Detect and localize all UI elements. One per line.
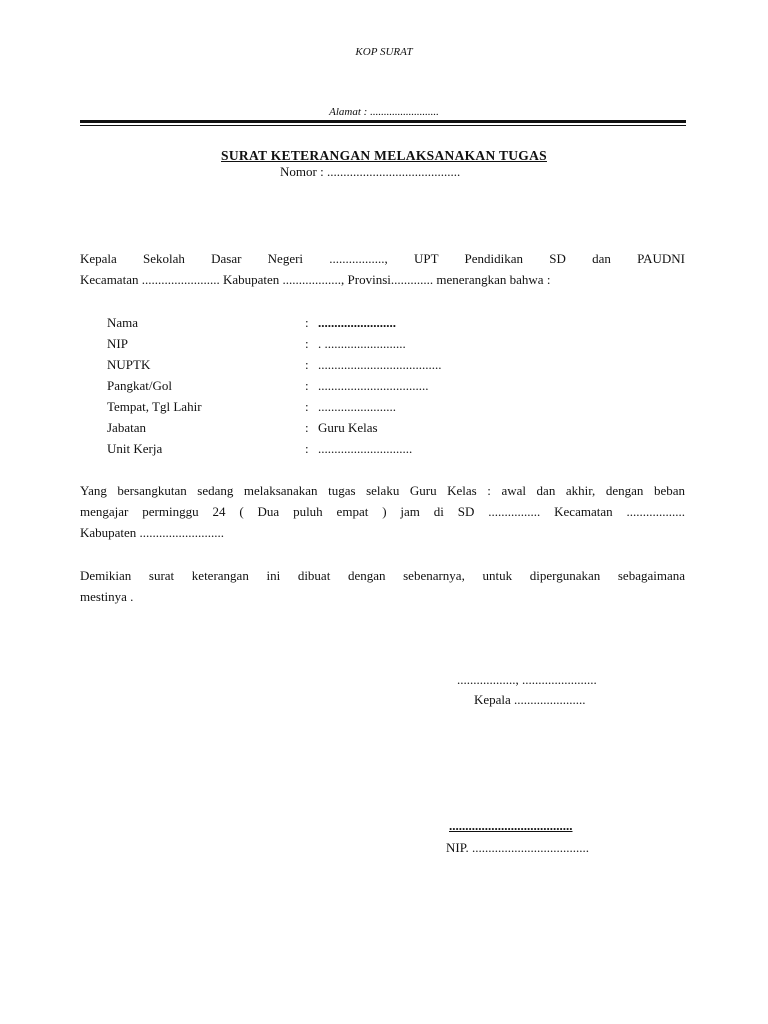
letter-title: SURAT KETERANGAN MELAKSANAKAN TUGAS xyxy=(221,148,547,163)
opening-line-2: Kecamatan ........................ Kabupaten .................., Provinsi............. menerangkan bahwa : xyxy=(80,272,551,287)
field-value: ........................ xyxy=(318,399,396,414)
letter-number: Nomor : ......................................... xyxy=(280,164,461,179)
signature-name: ...................................... xyxy=(449,818,573,833)
field-label: Unit Kerja xyxy=(107,441,163,456)
field-value: ............................. xyxy=(318,441,413,456)
field-colon: : xyxy=(305,336,309,351)
signature-nip: NIP. .................................... xyxy=(446,840,590,855)
field-label: Jabatan xyxy=(107,420,146,435)
field-value: ...................................... xyxy=(318,357,442,372)
field-colon: : xyxy=(305,420,309,435)
closing-line-2: mestinya . xyxy=(80,589,134,604)
signature-role: Kepala ...................... xyxy=(474,692,586,707)
field-value: .................................. xyxy=(318,378,429,393)
field-label: Pangkat/Gol xyxy=(107,378,172,393)
field-colon: : xyxy=(305,315,309,330)
closing-line-1: Demikian surat keterangan ini dibuat dengan sebenarnya, untuk dipergunakan sebagaimana xyxy=(80,568,685,583)
field-colon: : xyxy=(305,357,309,372)
opening-paragraph xyxy=(80,248,685,290)
duty-line-3: Kabupaten .......................... xyxy=(80,525,225,540)
field-label: Nama xyxy=(107,315,139,330)
letterhead-rule-thick xyxy=(80,120,686,123)
signature-place-date: .................., ....................... xyxy=(457,672,597,687)
duty-paragraph xyxy=(80,480,685,543)
field-value: ........................ xyxy=(318,315,396,330)
field-colon: : xyxy=(305,399,309,414)
closing-paragraph xyxy=(80,565,685,607)
opening-line-1: Kepala Sekolah Dasar Negeri ................., UPT Pendidikan SD dan PAUDNI xyxy=(80,251,685,266)
field-value: Guru Kelas xyxy=(318,420,378,435)
duty-line-1: Yang bersangkutan sedang melaksanakan tugas selaku Guru Kelas : awal dan akhir, dengan beban xyxy=(80,483,685,498)
field-colon: : xyxy=(305,378,309,393)
field-label: NIP xyxy=(107,336,128,351)
field-label: Tempat, Tgl Lahir xyxy=(107,399,202,414)
letterhead-kop: KOP SURAT xyxy=(355,46,413,58)
field-value: . ......................... xyxy=(318,336,406,351)
letterhead-rule-thin xyxy=(80,125,686,126)
field-label: NUPTK xyxy=(107,357,151,372)
letterhead-address: Alamat : ......................... xyxy=(329,106,439,118)
duty-line-2: mengajar perminggu 24 ( Dua puluh empat ) jam di SD ................ Kecamatan .................. xyxy=(80,504,685,519)
field-colon: : xyxy=(305,441,309,456)
